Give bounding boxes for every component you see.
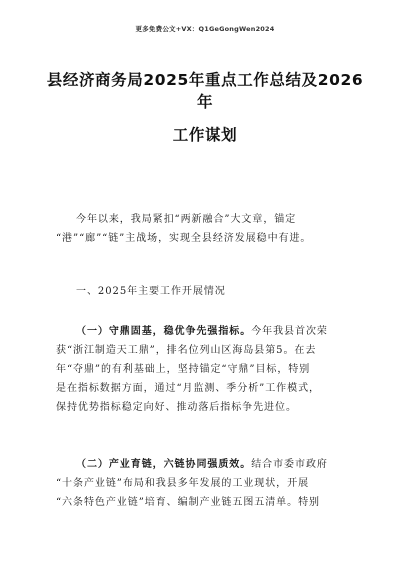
intro-line-2: “港”“廊”“链”主战场，实现全县经济发展稳中有进。 [56, 233, 312, 244]
document-title-line-2: 工作谋划 [172, 126, 238, 144]
item-1-line-3: 年“夺鼎”的有利基础上，坚持锚定“守鼎”目标，特别 [56, 364, 311, 375]
intro-paragraph [56, 210, 354, 248]
item-1-line-1 [56, 322, 354, 341]
item-2-line-2: “十条产业链”布局和我县多年发展的工业现状，开展 [56, 478, 310, 489]
item-2-line-3: “六条特色产业链”培育、编制产业链五图五清单。特别 [56, 497, 320, 508]
document-title-line-1: 县经济商务局2025年重点工作总结及2026年 [46, 71, 364, 111]
item-1-line-1-rest: 今年我县首次荣 [251, 326, 328, 337]
item-1-line-5: 保持优势指标稳定向好、推动落后指标争先进位。 [56, 402, 297, 413]
item-2-line-1-rest: 结合市委市政府 [251, 459, 328, 470]
section-1-heading: 一、2025年主要工作开展情况 [76, 286, 226, 297]
item-1-heading: （一）守鼎固基，稳优争先强指标。 [76, 326, 252, 337]
item-2-paragraph [56, 455, 354, 512]
item-1-line-2: 获“浙江制造天工鼎”，排名位列山区海岛县第5。在去 [56, 345, 317, 356]
intro-line-1: 今年以来，我局紧扣“两新融合”大文章，锚定 [76, 214, 297, 225]
header-note: 更多免费公文+VX：Q1GeGongWen2024 [135, 25, 275, 33]
item-1-line-4: 是在指标数据方面，通过“月监测、季分析”工作模式， [56, 383, 320, 394]
item-2-heading: （二）产业育链，六链协同强质效。 [76, 459, 252, 470]
item-2-line-1 [56, 455, 354, 474]
section-heading [56, 282, 354, 301]
item-1-paragraph [56, 322, 354, 417]
